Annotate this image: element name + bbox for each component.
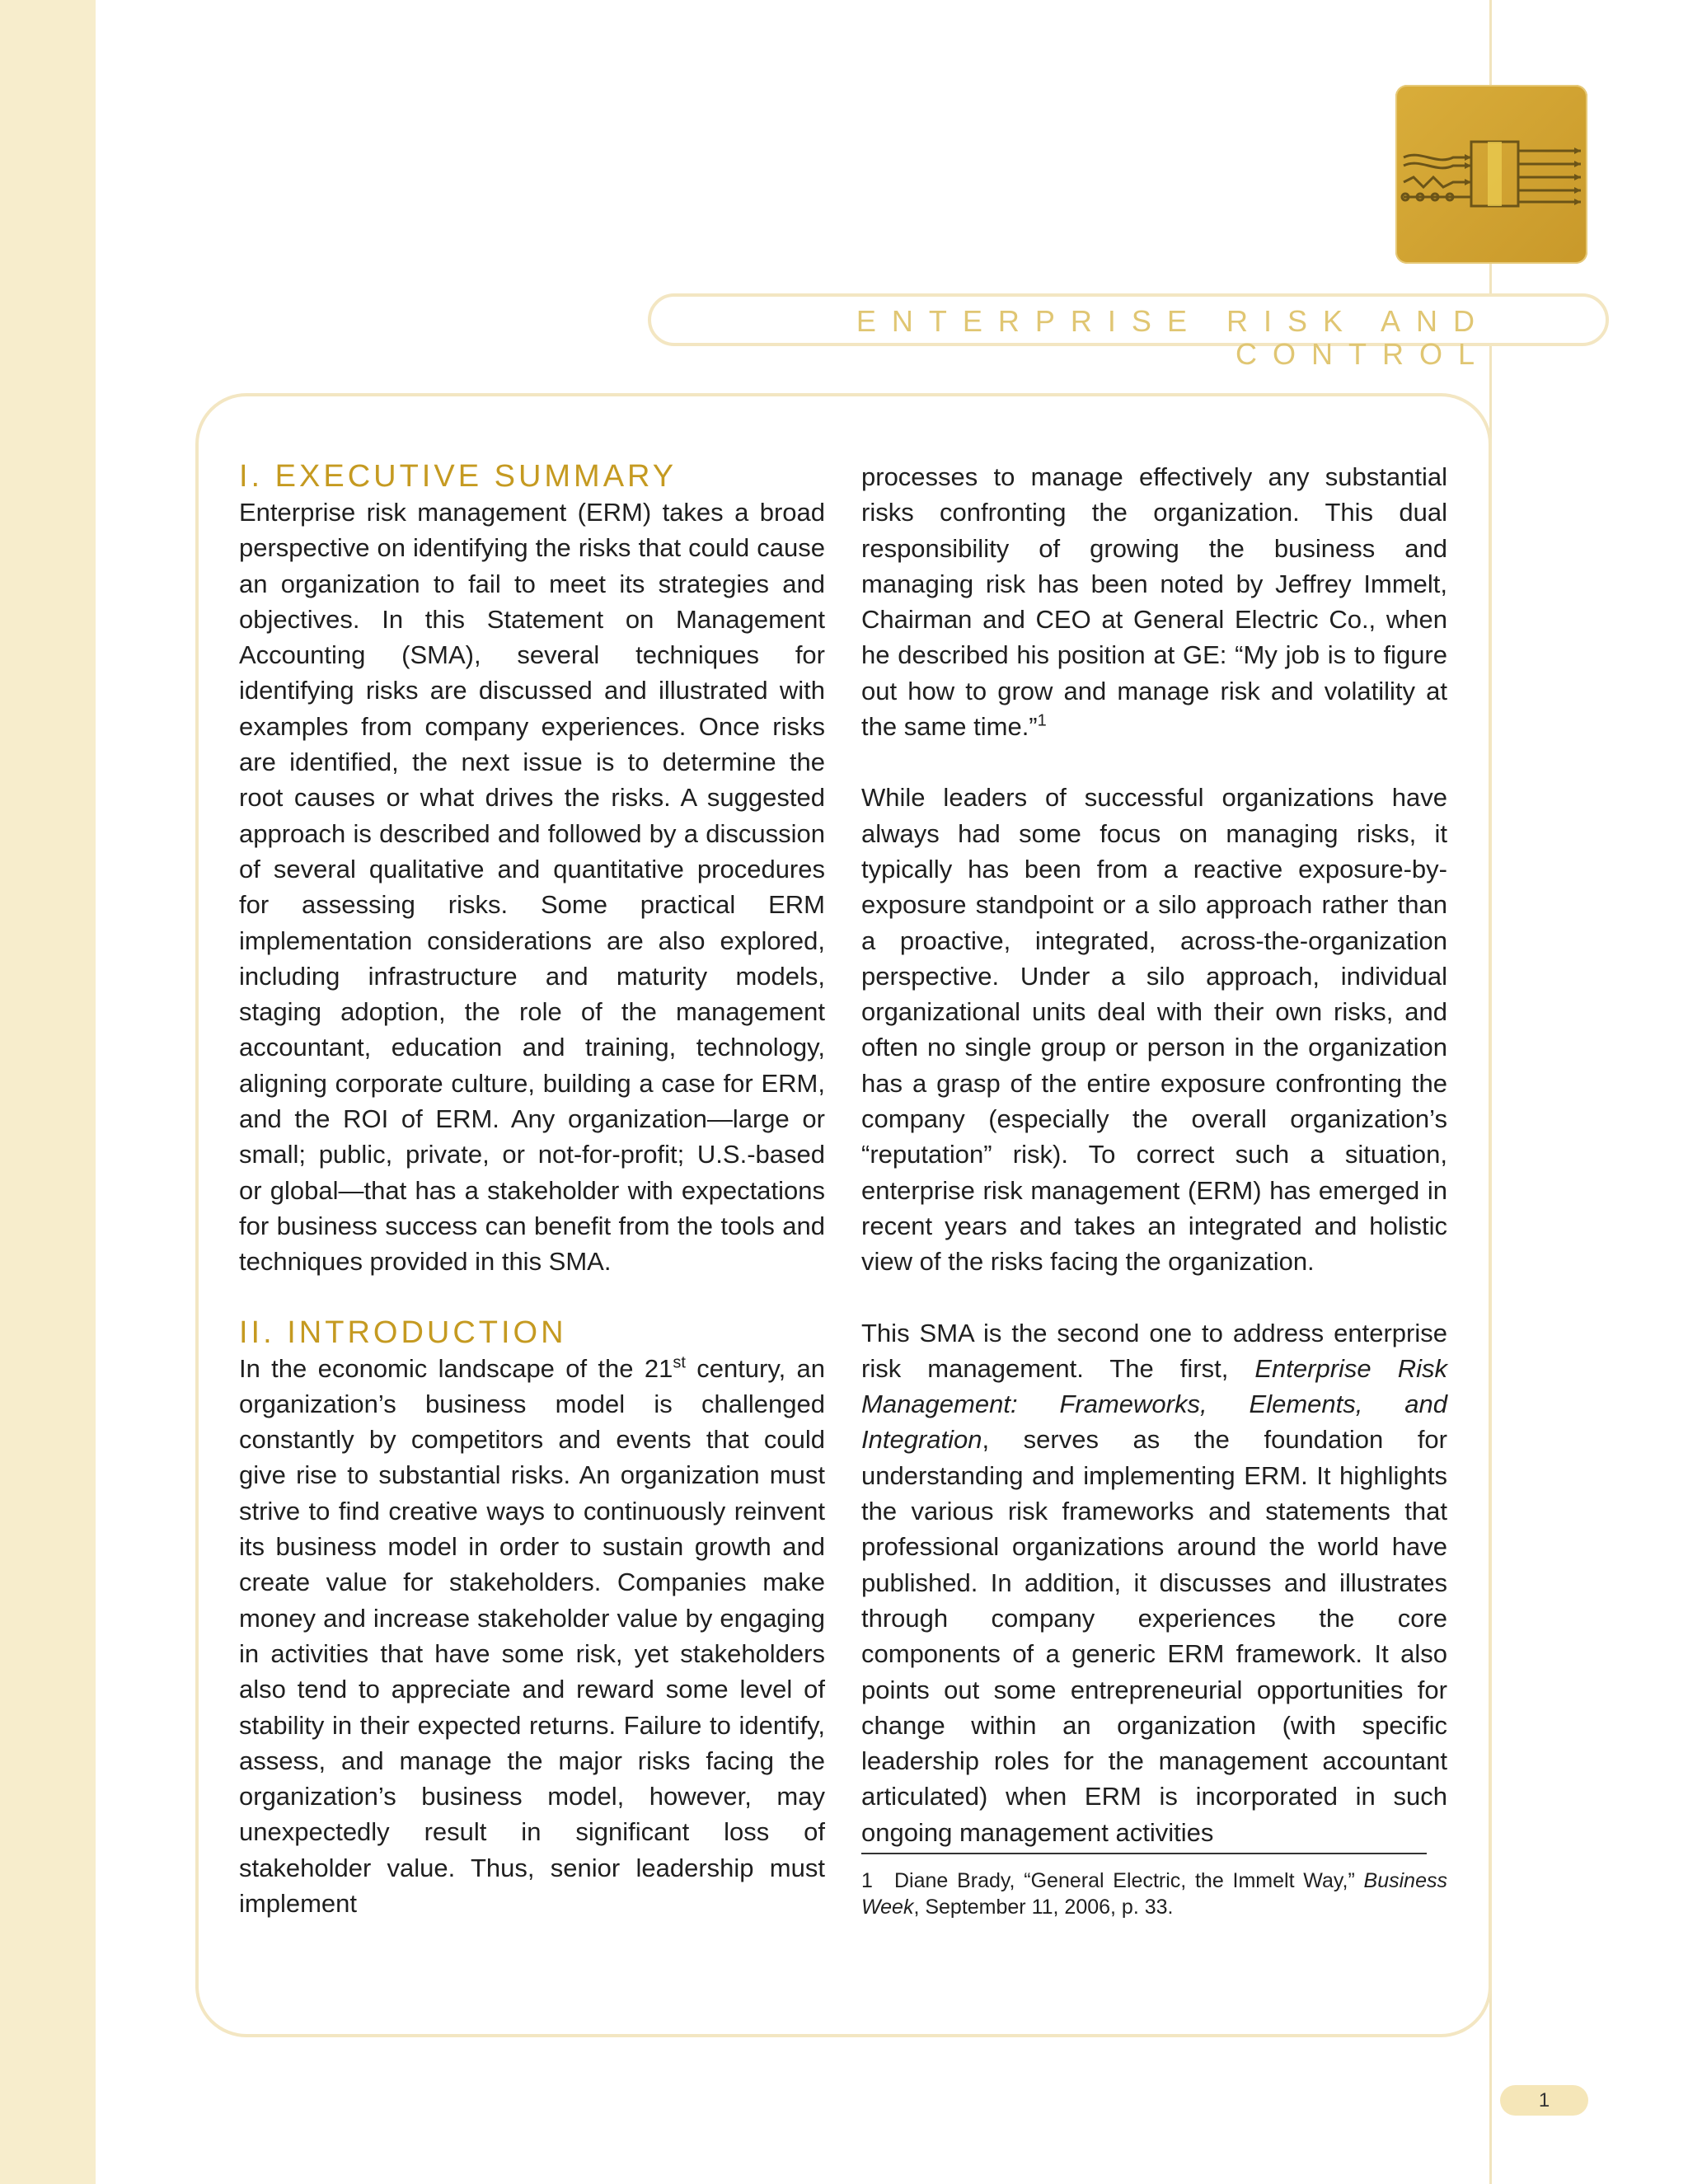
right-paragraph-3-rest: , serves as the foundation for understanding and implementing ERM. It highlights the various risk frameworks and statements that professional organizations around the world have published. In addition, it discusses and illustrates through company experiences the core components of a generic ERM framework. It also points out some entrepreneurial opportunities for change within an organization (with specific leadership roles for the management accountant articulated) when ERM is incorporated in such ongoing management activities: [861, 1425, 1447, 1847]
footnote-ref-1: 1: [1037, 711, 1047, 730]
right-paragraph-3: [861, 1315, 1447, 1850]
circuit-chip-icon: [1395, 85, 1587, 264]
footnote-text: Diane Brady, “General Electric, the Immelt Way,”: [894, 1868, 1364, 1892]
referenced-sma-title: Enterprise Risk Management: Frameworks, Elements, and Integration: [861, 1353, 1447, 1455]
footnote-date: , September 11, 2006, p. 33.: [913, 1895, 1174, 1919]
introduction-heading: II. INTRODUCTION: [239, 1315, 567, 1350]
executive-summary-paragraph: Enterprise risk management (ERM) takes a broad perspective on identifying the risks that could cause an organization to fail to meet its strategies and objectives. In this Statement on Management Accounting (SMA), several techniques for identifying risks are discussed and illustrated with examples from company experiences. Once risks are identified, the next issue is to determine the root causes or what drives the risks. A suggested approach is described and followed by a discussion of several qualitative and quantitative procedures for assessing risks. Some practical ERM implementation considerations are also explored, including infrastructure and maturity models, staging adoption, the role of the management accountant, education and training, technology, aligning corporate culture, building a case for ERM, and the ROI of ERM. Any organization—large or small; public, private, or not-for-profit; U.S.-based or global—that has a stakeholder with expectations for business success can benefit from the tools and techniques provided in this SMA.: [239, 498, 825, 1277]
left-column: [239, 459, 825, 1921]
right-paragraph-1-text: processes to manage effectively any substantial risks confronting the organization. This dual responsibility of growing the business and managing risk has been noted by Jeffrey Immelt, Chairman and CEO at General Electric Co., when he described his position at GE: “My job is to figure out how to grow and manage risk and volatility at the same time.”: [861, 462, 1447, 742]
superscript-st: st: [673, 1353, 686, 1372]
section-title: ENTERPRISE RISK AND CONTROL: [856, 304, 1490, 371]
right-paragraph-3-start: This SMA is the second one to address enterprise risk management. The first,: [861, 1318, 1447, 1383]
right-column: [861, 459, 1447, 1920]
right-paragraph-1: [861, 459, 1447, 744]
introduction-paragraph: [239, 1351, 825, 1922]
left-color-band: [0, 0, 96, 2184]
footnote-number: 1: [861, 1868, 873, 1892]
executive-summary-heading: I. EXECUTIVE SUMMARY: [239, 459, 678, 494]
right-paragraph-2: While leaders of successful organizations have always had some focus on managing risks, it typically has been from a reactive exposure-by-exposure standpoint or a silo approach rather than a proactive, integrated, across-the-organization perspective. Under a silo approach, individual organizational units deal with their own risks, and often no single group or person in the organization has a grasp of the entire exposure confronting the company (especially the overall organization’s “reputation” risk). To correct such a situation, enterprise risk management (ERM) has emerged in recent years and takes an integrated and holistic view of the risks facing the organization.: [861, 783, 1447, 1277]
footnote: [861, 1868, 1447, 1920]
footnote-divider: [861, 1853, 1427, 1854]
intro-text-start: In the economic landscape of the 21: [239, 1353, 673, 1383]
page-number-badge: 1: [1500, 2085, 1588, 2116]
section-header-pill: [648, 293, 1609, 371]
intro-text-rest: century, an organization’s business model is challenged constantly by competitors and events that could give rise to substantial risks. An organization must strive to find creative ways to continuously reinvent its business model in order to sustain growth and create value for stakeholders. Companies make money and increase stakeholder value by engaging in activities that have some risk, yet stakeholders also tend to appreciate and reward some level of stability in their expected returns. Failure to identify, assess, and manage the major risks facing the organization’s business model, however, may unexpectedly result in significant loss of stakeholder value. Thus, senior leadership must implement: [239, 1353, 825, 1918]
footnote-publication: Business Week: [861, 1868, 1447, 1919]
